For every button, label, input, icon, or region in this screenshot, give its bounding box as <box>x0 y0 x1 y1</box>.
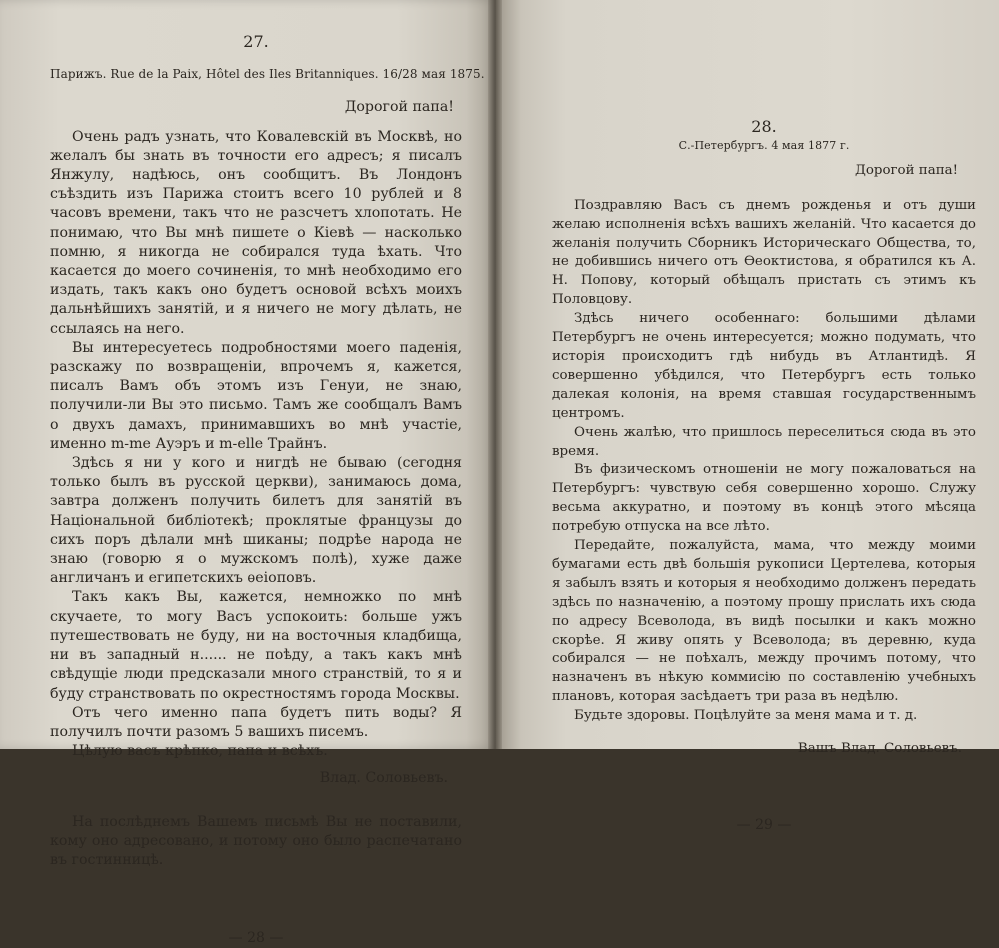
letter-heading: С.-Петербургъ. 4 мая 1877 г. <box>678 138 850 152</box>
paragraph: Передайте, пожалуйста, мама, что между моими бумагами есть двѣ большія рукописи Цертелева, которыя я забылъ взять и которыя я необходимо долженъ передать здѣсь по назначенію, а поэтому прошу прислать ихъ сюда по адресу Всеволода, въ видѣ посылки и какъ можно скорѣе. Я живу опять у Всеволода; въ деревню, куда собирался — не поѣхалъ, между прочимъ потому, что назначенъ въ нѣкую коммисію по составленію учебныхъ плановъ, которая засѣдаетъ три раза въ недѣлю. <box>552 538 976 705</box>
divider-rule <box>219 906 293 907</box>
left-page-text <box>50 0 485 948</box>
book-gutter <box>488 0 502 749</box>
page-number: — 29 — <box>736 817 792 833</box>
letter-greeting: Дорогой папа! <box>854 162 958 178</box>
paragraph: Очень радъ узнать, что Ковалевскій въ Москвѣ, но желалъ бы знать въ точности его адресъ; я писалъ Янжулу, надѣюсь, онъ сообщитъ. Въ Лондонъ съѣздить изъ Парижа стоитъ всего 10 рублей и 8 часовъ времени, такъ что не разсчетъ хлопотать. Не понимаю, что Вы мнѣ пишете о Кіевѣ — насколько помню, я никогда не собирался туда ѣхать. Что касается до моего сочиненія, то мнѣ необходимо его издать, такъ какъ оно будетъ основой всѣхъ моихъ дальнѣйшихъ занятій, и я ничего не могу дѣлать, не ссылаясь на него. <box>50 128 462 337</box>
letter-heading: Парижъ. Rue de la Paix, Hôtel des Iles Britanniques. 16/28 мая 1875. <box>50 67 485 82</box>
paragraph: Очень жалѣю, что пришлось переселиться сюда въ это время. <box>552 424 976 459</box>
signature: Влад. Соловьевъ. <box>319 770 448 787</box>
paragraph: Здѣсь ничего особеннаго: большими дѣлами Петербургъ не очень интересуется; можно подумать, что исторія происходитъ гдѣ нибудь въ Атлантидѣ. Я совершенно убѣдился, что Петербургъ есть только далекая колонія, на время ставшая государственнымъ центромъ. <box>552 311 976 421</box>
postscript: На послѣднемъ Вашемъ письмѣ Вы не поставили, кому оно адресовано, и потому оно было распечатано въ гостинницѣ. <box>50 813 462 868</box>
page-number: — 28 — <box>228 930 284 947</box>
paragraph: Отъ чего именно папа будетъ пить воды? Я получилъ почти разомъ 5 вашихъ писемъ. <box>50 704 462 740</box>
left-page <box>0 0 496 947</box>
letter-greeting: Дорогой папа! <box>344 99 454 116</box>
paragraph: Будьте здоровы. Поцѣлуйте за меня мама и т. д. <box>574 708 918 724</box>
paragraph: Такъ какъ Вы, кажется, немножко по мнѣ скучаете, то могу Васъ успокоить: больше ужъ путешествовать не буду, ни на восточныя кладбища, ни въ западный н...... не поѣду, а такъ какъ мнѣ свѣдущіе люди предсказали много странствій, то я и буду странствовать по окрестностямъ города Москвы. <box>50 589 462 702</box>
paragraph: Въ физическомъ отношеніи не могу пожаловаться на Петербургъ: чувствую себя совершенно хорошо. Служу весьма аккуратно, и поэтому въ концѣ этого мѣсяца потребую отпуска на все лѣто. <box>552 462 976 535</box>
right-page <box>496 0 999 833</box>
letter-number: 28. <box>751 117 777 136</box>
paragraph: Поздравляю Васъ съ днемъ рожденья и отъ души желаю исполненія всѣхъ вашихъ желаній. Что касается до желанія получить Сборникъ Историческаго Общества, то, не добившись ничего отъ Ѳеоктистова, я обратился къ А. Н. Попову, который обѣщалъ пристать съ этимъ къ Половцову. <box>552 197 976 308</box>
divider-rule <box>727 799 801 800</box>
paragraph: Здѣсь я ни у кого и нигдѣ не бываю (сегодня только былъ въ русской церкви), занимаюсь дома, завтра долженъ получить билетъ для занятій въ Національной библіотекѣ; проклятые французы до сихъ поръ дѣлали мнѣ шиканы; подрѣе народа не знаю (говорю я о мужскомъ полѣ), хуже даже англичанъ и египетскихъ ѳеіоповъ. <box>50 455 462 587</box>
signature: Вашъ Влад. Соловьевъ. <box>797 741 962 757</box>
right-page-text <box>552 0 976 835</box>
paragraph: Цѣлую васъ крѣпко, папа и всѣхъ. <box>72 743 328 760</box>
paragraph: Вы интересуетесь подробностями моего паденія, разскажу по возвращеніи, впрочемъ я, кажется, писалъ Вамъ объ этомъ изъ Генуи, не знаю, получили-ли Вы это письмо. Тамъ же сообщалъ Вамъ о двухъ дамахъ, принимавшихъ во мнѣ участіе, именно m-me Ауэръ и m-elle Трайнъ. <box>50 339 462 452</box>
letter-number: 27. <box>243 32 269 51</box>
